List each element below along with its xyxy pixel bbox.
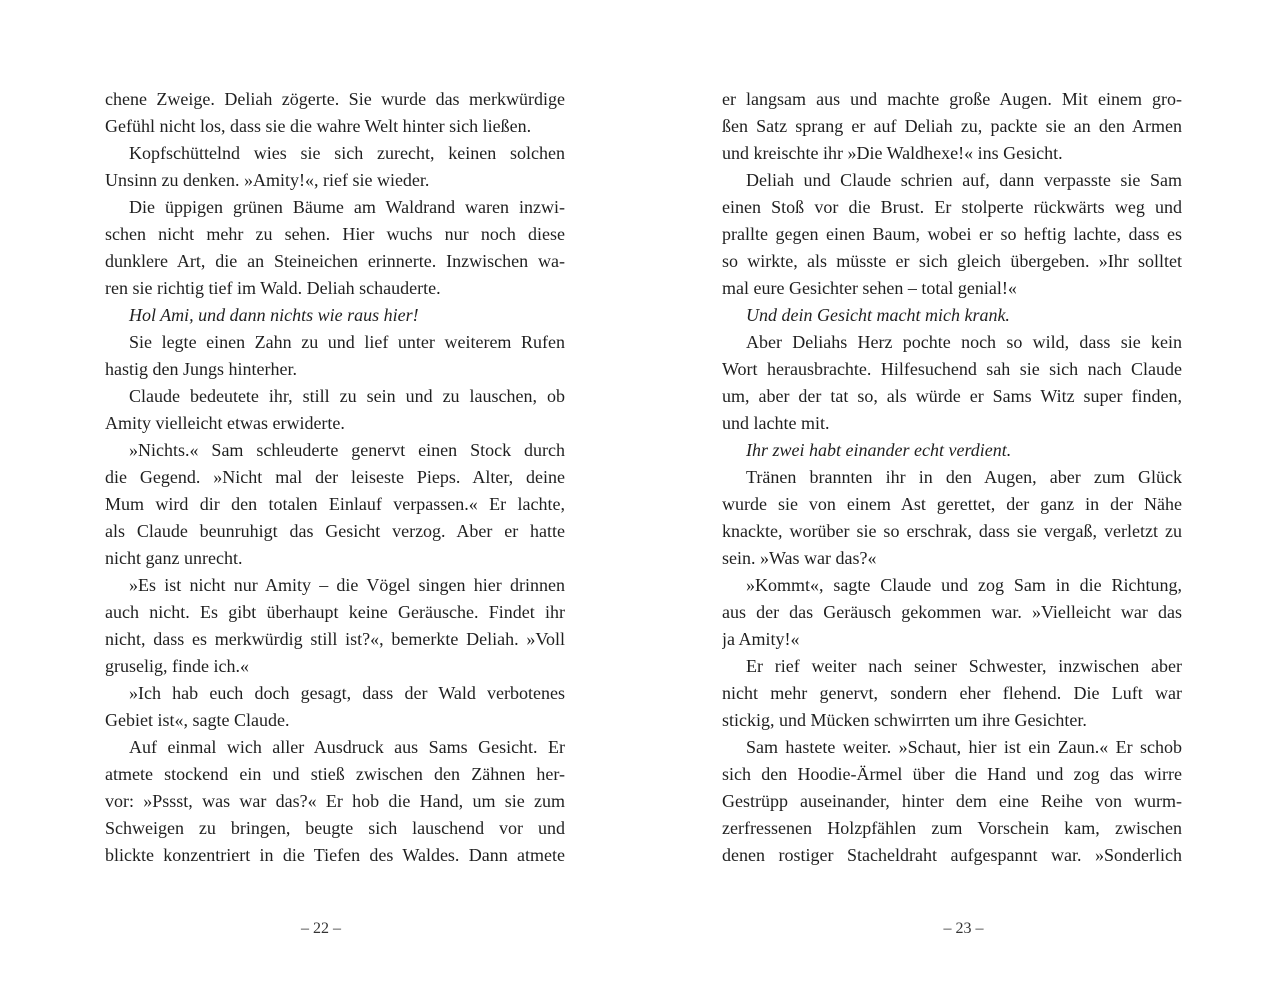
text-line: Gebiet ist«, sagte Claude. — [105, 710, 290, 730]
text-line: die Gegend. »Nicht mal der leiseste Pieps. Alter, deine — [105, 467, 565, 487]
text-line: Er rief weiter nach seiner Schwester, inzwischen aber — [746, 656, 1182, 676]
right-page-text — [722, 86, 1182, 869]
text-line: Amity vielleicht etwas erwiderte. — [105, 413, 345, 433]
text-line: Hol Ami, und dann nichts wie raus hier! — [129, 305, 419, 325]
text-line: Die üppigen grünen Bäume am Waldrand waren inzwi- — [129, 197, 565, 217]
text-line: sein. »Was war das?« — [722, 548, 877, 568]
text-line: nicht ganz unrecht. — [105, 548, 243, 568]
text-line: knackte, worüber sie so erschrak, dass sie vergaß, verletzt zu — [722, 521, 1182, 541]
text-line: Auf einmal wich aller Ausdruck aus Sams Gesicht. Er — [129, 737, 565, 757]
text-line: denen rostiger Stacheldraht aufgespannt war. »Sonderlich — [722, 845, 1182, 865]
text-line: schen nicht mehr zu sehen. Hier wuchs nur noch diese — [105, 224, 565, 244]
text-line: ren sie richtig tief im Wald. Deliah schauderte. — [105, 278, 441, 298]
text-line: so wirkte, als müsste er sich gleich übergeben. »Ihr solltet — [722, 251, 1182, 271]
text-line: Sie legte einen Zahn zu und lief unter weiterem Rufen — [129, 332, 565, 352]
text-line: zerfressenen Holzpfählen zum Vorschein kam, zwischen — [722, 818, 1182, 838]
text-line: Sam hastete weiter. »Schaut, hier ist ein Zaun.« Er schob — [746, 737, 1182, 757]
text-line: Aber Deliahs Herz pochte noch so wild, dass sie kein — [746, 332, 1182, 352]
text-line: aus der das Geräusch gekommen war. »Vielleicht war das — [722, 602, 1182, 622]
text-line: wurde sie von einem Ast gerettet, der ganz in der Nähe — [722, 494, 1182, 514]
text-line: Unsinn zu denken. »Amity!«, rief sie wieder. — [105, 170, 430, 190]
text-line: er langsam aus und machte große Augen. Mit einem gro- — [722, 89, 1182, 109]
text-line: und kreischte ihr »Die Waldhexe!« ins Gesicht. — [722, 143, 1063, 163]
text-line: stickig, und Mücken schwirrten um ihre Gesichter. — [722, 710, 1087, 730]
text-line: und lachte mit. — [722, 413, 830, 433]
text-line: Und dein Gesicht macht mich krank. — [746, 305, 1010, 325]
text-line: Mum wird dir den totalen Einlauf verpassen.« Er lachte, — [105, 494, 565, 514]
text-line: Claude bedeutete ihr, still zu sein und zu lauschen, ob — [129, 386, 565, 406]
right-page — [642, 0, 1285, 1000]
text-line: chene Zweige. Deliah zögerte. Sie wurde das merkwürdige — [105, 89, 565, 109]
text-line: »Nichts.« Sam schleuderte genervt einen Stock durch — [129, 440, 565, 460]
text-line: Gestrüpp auseinander, hinter dem eine Reihe von wurm- — [722, 791, 1182, 811]
left-page-text — [105, 86, 565, 869]
text-line: um, aber der tat so, als würde er Sams Witz super finden, — [722, 386, 1182, 406]
text-line: Ihr zwei habt einander echt verdient. — [746, 440, 1012, 460]
text-line: gruselig, finde ich.« — [105, 656, 249, 676]
text-line: »Ich hab euch doch gesagt, dass der Wald verbotenes — [129, 683, 565, 703]
text-line: nicht mehr genervt, sondern eher flehend. Die Luft war — [722, 683, 1182, 703]
text-line: dunklere Art, die an Steineichen erinnerte. Inzwischen wa- — [105, 251, 565, 271]
text-line: sich den Hoodie-Ärmel über die Hand und zog das wirre — [722, 764, 1182, 784]
text-line: einen Stoß vor die Brust. Er stolperte rückwärts weg und — [722, 197, 1182, 217]
text-line: »Es ist nicht nur Amity – die Vögel singen hier drinnen — [129, 575, 565, 595]
text-line: hastig den Jungs hinterher. — [105, 359, 297, 379]
text-line: auch nicht. Es gibt überhaupt keine Geräusche. Findet ihr — [105, 602, 565, 622]
text-line: Tränen brannten ihr in den Augen, aber zum Glück — [746, 467, 1182, 487]
text-line: Schweigen zu bringen, beugte sich lauschend vor und — [105, 818, 565, 838]
text-line: Kopfschüttelnd wies sie sich zurecht, keinen solchen — [129, 143, 565, 163]
page-number-right: – 23 – — [943, 920, 984, 937]
text-line: ßen Satz sprang er auf Deliah zu, packte sie an den Armen — [722, 116, 1182, 136]
text-line: ja Amity!« — [722, 629, 800, 649]
page-number-left: – 22 – — [301, 920, 341, 937]
text-line: prallte gegen einen Baum, wobei er so heftig lachte, dass es — [722, 224, 1182, 244]
text-line: »Kommt«, sagte Claude und zog Sam in die Richtung, — [746, 575, 1182, 595]
text-line: Deliah und Claude schrien auf, dann verpasste sie Sam — [746, 170, 1182, 190]
left-page — [0, 0, 642, 1000]
text-line: atmete stockend ein und stieß zwischen den Zähnen her- — [105, 764, 565, 784]
text-line: Gefühl nicht los, dass sie die wahre Welt hinter sich ließen. — [105, 116, 532, 136]
text-line: nicht, dass es merkwürdig still ist?«, bemerkte Deliah. »Voll — [105, 629, 565, 649]
text-line: als Claude beunruhigt das Gesicht verzog. Aber er hatte — [105, 521, 565, 541]
text-line: vor: »Pssst, was war das?« Er hob die Hand, um sie zum — [105, 791, 565, 811]
text-line: blickte konzentriert in die Tiefen des Waldes. Dann atmete — [105, 845, 565, 865]
text-line: mal eure Gesichter sehen – total genial!« — [722, 278, 1017, 298]
text-line: Wort herausbrachte. Hilfesuchend sah sie sich nach Claude — [722, 359, 1182, 379]
